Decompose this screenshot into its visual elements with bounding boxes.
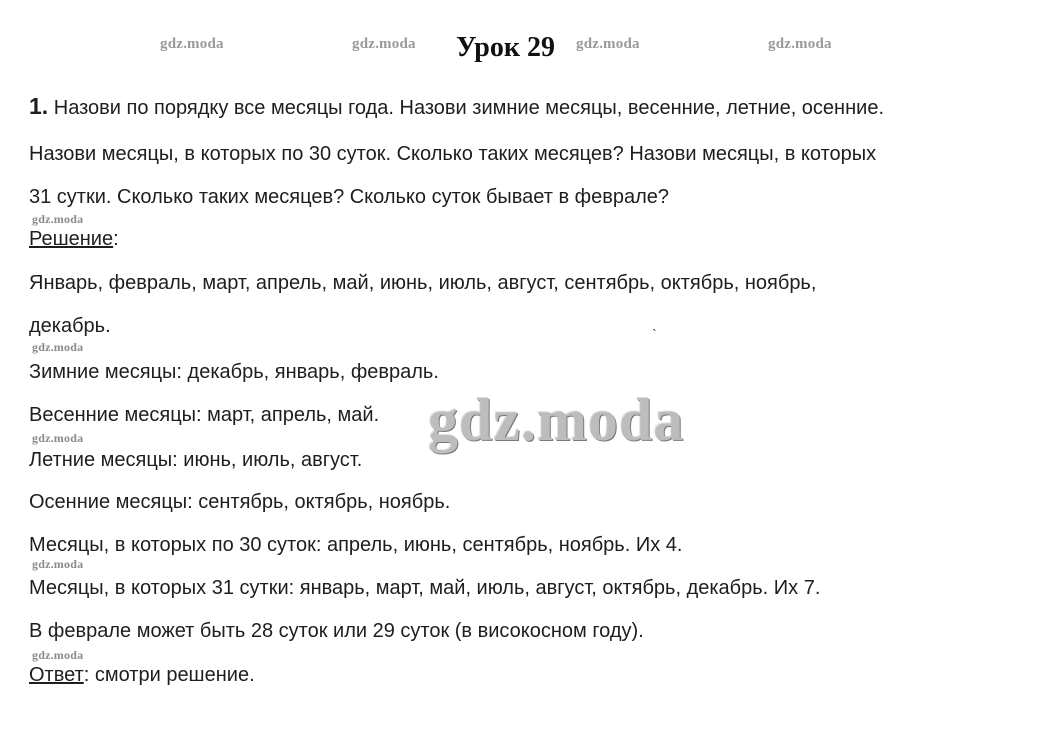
solution-line-8: Месяцы, в которых 31 сутки: январь, март, май, июль, август, октябрь, декабрь. Их 7. xyxy=(29,577,821,599)
watermark-top-4: gdz.moda xyxy=(768,36,832,52)
answer-line xyxy=(29,663,255,687)
watermark-top-1: gdz.moda xyxy=(160,36,224,52)
page-title: Урок 29 xyxy=(456,32,555,63)
task-line-2: Назови месяцы, в которых по 30 суток. Сколько таких месяцев? Назови месяцы, в которых xyxy=(29,143,877,165)
task-line-1 xyxy=(29,94,884,120)
task-line-3: 31 сутки. Сколько таких месяцев? Сколько суток бывает в феврале? xyxy=(29,186,670,208)
stray-mark: ˴ xyxy=(652,320,657,336)
solution-label-colon: : xyxy=(113,228,119,250)
solution-heading xyxy=(29,227,119,251)
task-text-1: Назови по порядку все месяцы года. Назови зимние месяцы, весенние, летние, осенние. xyxy=(53,97,884,119)
solution-line-1: Январь, февраль, март, апрель, май, июнь, июль, август, сентябрь, октябрь, ноябрь, xyxy=(29,272,817,294)
solution-line-7: Месяцы, в которых по 30 суток: апрель, июнь, сентябрь, ноябрь. Их 4. xyxy=(29,534,683,556)
watermark-left-1: gdz.moda xyxy=(32,212,84,226)
solution-line-5: Летние месяцы: июнь, июль, август. xyxy=(29,449,363,471)
task-number: 1. xyxy=(29,93,49,119)
solution-line-3: Зимние месяцы: декабрь, январь, февраль. xyxy=(29,361,439,383)
watermark-top-2: gdz.moda xyxy=(352,36,416,52)
watermark-top-3: gdz.moda xyxy=(576,36,640,52)
answer-label: Ответ xyxy=(29,664,84,686)
watermark-center: gdz.moda xyxy=(428,387,685,453)
watermark-left-2: gdz.moda xyxy=(32,340,84,354)
watermark-left-5: gdz.moda xyxy=(32,648,84,662)
answer-text: смотри решение. xyxy=(89,664,255,686)
solution-line-6: Осенние месяцы: сентябрь, октябрь, ноябрь. xyxy=(29,491,451,513)
solution-line-4: Весенние месяцы: март, апрель, май. xyxy=(29,404,380,426)
solution-label: Решение xyxy=(29,228,114,250)
watermark-left-3: gdz.moda xyxy=(32,431,84,445)
solution-line-2: декабрь. xyxy=(29,315,111,337)
answer-label-colon: : xyxy=(83,664,90,686)
solution-line-9: В феврале может быть 28 суток или 29 суток (в високосном году). xyxy=(29,620,644,642)
watermark-left-4: gdz.moda xyxy=(32,557,84,571)
